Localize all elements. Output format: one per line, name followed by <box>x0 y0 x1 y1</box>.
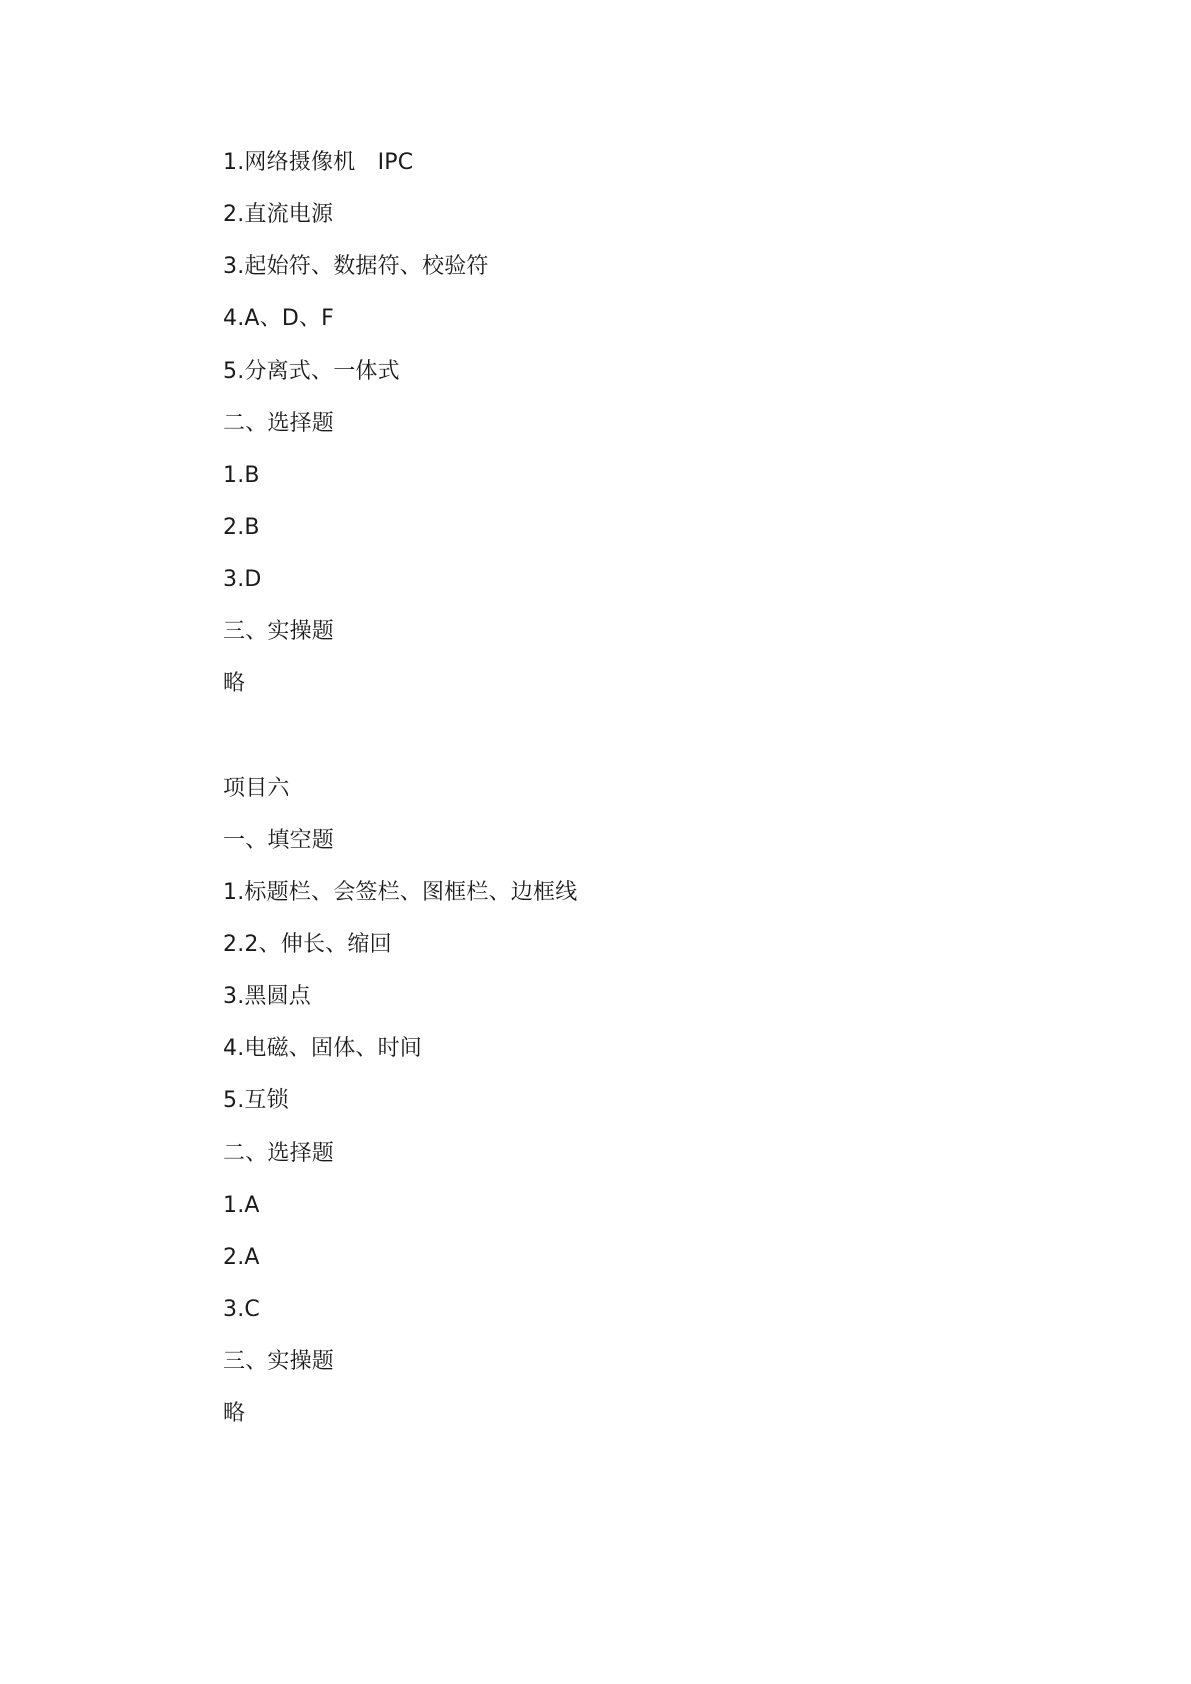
answer-line: 略 <box>223 671 246 696</box>
answer-line: 2.直流电源 <box>223 202 334 227</box>
answer-line: 4.A、D、F <box>223 306 335 331</box>
answer-line: 1.A <box>223 1193 260 1218</box>
answer-line: 4.电磁、固体、时间 <box>223 1036 422 1061</box>
answer-line: 5.分离式、一体式 <box>223 359 400 384</box>
section-heading: 三、实操题 <box>223 619 335 644</box>
answer-line: 3.黑圆点 <box>223 984 311 1009</box>
project-heading: 项目六 <box>223 776 290 801</box>
answer-line: 略 <box>223 1401 246 1426</box>
section-heading: 一、填空题 <box>223 828 335 853</box>
answer-line: 2.A <box>223 1245 260 1270</box>
answer-line: 2.2、伸长、缩回 <box>223 932 392 957</box>
answer-line: 3.起始符、数据符、校验符 <box>223 254 489 279</box>
answer-line: 3.C <box>223 1297 260 1322</box>
answer-line: 1.网络摄像机 IPC <box>223 150 414 175</box>
section-heading: 二、选择题 <box>223 1141 335 1166</box>
answer-line: 1.B <box>223 463 260 488</box>
answer-line: 2.B <box>223 515 260 540</box>
section-heading: 二、选择题 <box>223 411 335 436</box>
answer-line: 5.互锁 <box>223 1088 289 1113</box>
answer-line: 3.D <box>223 567 262 592</box>
answer-line: 1.标题栏、会签栏、图框栏、边框线 <box>223 880 578 905</box>
section-heading: 三、实操题 <box>223 1349 335 1374</box>
